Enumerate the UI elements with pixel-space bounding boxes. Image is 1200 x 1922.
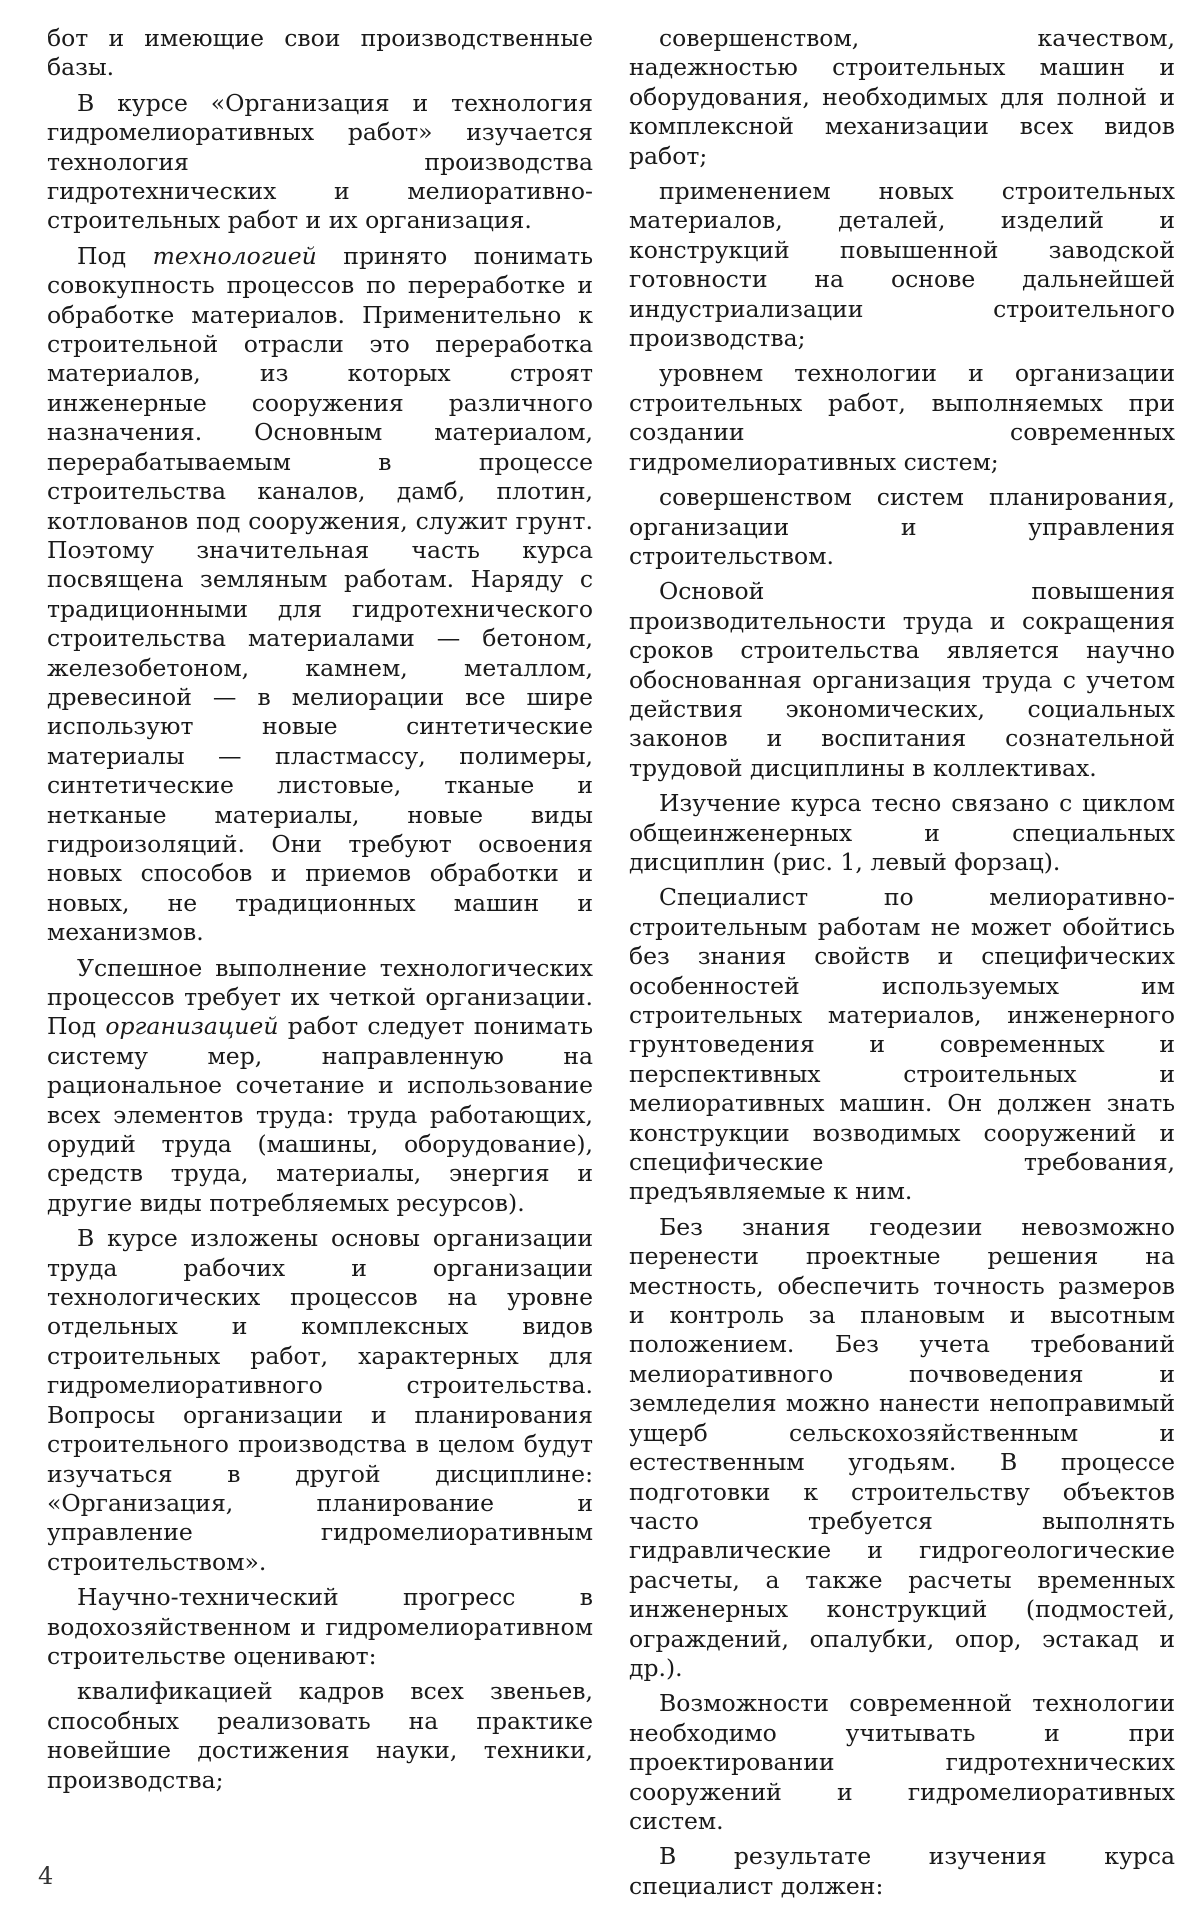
paragraph-text: принято понимать совокупность процессов по переработке и обработке материалов. Применительно к строительной отрасли это переработка материалов, из которых строят инженерные сооружения различного назначения. Основным материалом, перерабатываемым в процессе строительства каналов, дамб, плотин, котлованов под сооружения, служит грунт. Поэтому значительная часть курса посвящена земляным работам. Наряду с традиционными для гидротехнического строительства материалами — бетоном, железобетоном, камнем, металлом, древесиной — в мелиорации все шире используют новые синтетические материалы — пластмассу, полимеры, синтетические листовые, тканые и нетканые материалы, новые виды гидроизоляций. Они требуют освоения новых способов и приемов обработки и новых, не традиционных машин и механизмов. <box>47 241 593 947</box>
list-item: квалификацией кадров всех звеньев, способных реализовать на практике новейшие достижения науки, техники, производства; <box>47 1677 593 1794</box>
paragraph <box>47 954 593 1219</box>
list-item: совершенством, качеством, надежностью строительных машин и оборудования, необходимых для полной и комплексной механизации всех видов работ; <box>629 24 1175 170</box>
paragraph: бот и имеющие свои производственные базы. <box>47 24 593 82</box>
page-number: 4 <box>38 1862 54 1890</box>
left-column <box>47 24 593 1801</box>
list-item: совершенством систем планирования, организации и управления строительством. <box>629 483 1175 570</box>
paragraph-text: работ следует понимать систему мер, направленную на рациональное сочетание и использование всех элементов труда: труда работающих, орудий труда (машины, оборудование), средств труда, материалы, энергия и другие виды потребляемых ресурсов). <box>47 1012 593 1217</box>
paragraph <box>47 242 593 948</box>
paragraph: Изучение курса тесно связано с циклом общеинженерных и специальных дисциплин (рис. 1, левый форзац). <box>629 789 1175 876</box>
paragraph: В результате изучения курса специалист должен: <box>629 1842 1175 1900</box>
list-item: применением новых строительных материалов, деталей, изделий и конструкций повышенной заводской готовности на основе дальнейшей индустриализации строительного производства; <box>629 177 1175 353</box>
paragraph: Возможности современной технологии необходимо учитывать и при проектировании гидротехнических сооружений и гидромелиоративных систем. <box>629 1689 1175 1835</box>
term-organization: организацией <box>105 1012 279 1041</box>
paragraph: Основой повышения производительности труда и сокращения сроков строительства является научно обоснованная организация труда с учетом действия экономических, социальных законов и воспитания сознательной трудовой дисциплины в коллективах. <box>629 577 1175 782</box>
term-technology: технологией <box>152 241 317 270</box>
paragraph: Без знания геодезии невозможно перенести проектные решения на местность, обеспечить точность размеров и контроль за плановым и высотным положением. Без учета требований мелиоративного почвоведения и земледелия можно нанести непоправимый ущерб сельскохозяйственным и естественным угодьям. В процессе подготовки к строительству объектов часто требуется выполнять гидравлические и гидрогеологические расчеты, а также расчеты временных инженерных конструкций (подмостей, ограждений, опалубки, опор, эстакад и др.). <box>629 1212 1175 1682</box>
right-column <box>629 24 1175 1907</box>
paragraph: Специалист по мелиоративно-строительным работам не может обойтись без знания свойств и специфических особенностей используемых им строительных материалов, инженерного грунтоведения и современных и перспективных строительных и мелиоративных машин. Он должен знать конструкции возводимых сооружений и специфические требования, предъявляемые к ним. <box>629 883 1175 1206</box>
paragraph-text: Под <box>77 241 153 270</box>
list-item: уровнем технологии и организации строительных работ, выполняемых при создании современных гидромелиоративных систем; <box>629 359 1175 476</box>
paragraph: В курсе «Организация и технология гидромелиоративных работ» изучается технология производства гидротехнических и мелиоративно-строительных работ и их организация. <box>47 88 593 235</box>
paragraph: Научно-технический прогресс в водохозяйственном и гидромелиоративном строительстве оценивают: <box>47 1583 593 1670</box>
paragraph: В курсе изложены основы организации труда рабочих и организации технологических процессов на уровне отдельных и комплексных видов строительных работ, характерных для гидромелиоративного строительства. Вопросы организации и планирования строительного производства в целом будут изучаться в другой дисциплине: «Организация, планирование и управление гидромелиоративным строительством». <box>47 1224 593 1576</box>
paragraph-text: Успешное выполнение технологических процессов требует их четкой организации. Под <box>47 953 593 1041</box>
